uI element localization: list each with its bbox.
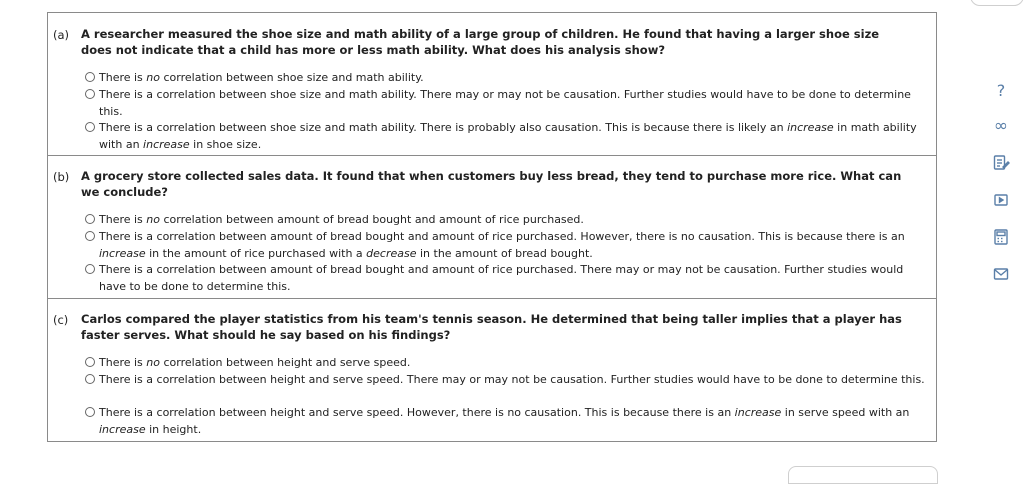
option-c1[interactable]: There is no correlation between height and serve speed.	[85, 355, 925, 372]
option-a1[interactable]: There is no correlation between shoe size and math ability.	[85, 70, 925, 87]
question-a	[48, 13, 936, 155]
top-edge-control	[970, 0, 1024, 6]
question-label: (a)	[53, 28, 70, 42]
question-prompt: A researcher measured the shoe size and math ability of a large group of children. He found that having a larger shoe size does not indicate that a child has more or less math ability. What does his analysis show?	[81, 27, 880, 57]
radio-button[interactable]	[85, 357, 95, 367]
option-b3[interactable]: There is a correlation between amount of bread bought and amount of rice purchased. There may or may not be causation. Further studies would have to be done to determine this.	[85, 262, 925, 295]
radio-button[interactable]	[85, 214, 95, 224]
option-c3[interactable]: There is a correlation between height and serve speed. However, there is no causation. This is because there is an increase in serve speed with an increase in height.	[85, 405, 925, 438]
question-c	[48, 298, 936, 441]
option-b2[interactable]: There is a correlation between amount of bread bought and amount of rice purchased. However, there is no causation. This is because there is an increase in the amount of rice purchased with a decrease in the amount of bread bought.	[85, 229, 925, 262]
radio-button[interactable]	[85, 407, 95, 417]
question-b	[48, 155, 936, 298]
question-prompt: Carlos compared the player statistics from his team's tennis season. He determined that being taller implies that a player has faster serves. What should he say based on his findings?	[81, 312, 902, 342]
radio-button[interactable]	[85, 374, 95, 384]
radio-button[interactable]	[85, 72, 95, 82]
video-icon[interactable]	[989, 188, 1013, 212]
option-c2[interactable]: There is a correlation between height and serve speed. There may or may not be causation. Further studies would have to be done to determine this.	[85, 372, 925, 389]
radio-button[interactable]	[85, 231, 95, 241]
infinity-icon[interactable]: ∞	[993, 116, 1009, 136]
notepad-icon[interactable]	[989, 151, 1013, 175]
option-a3[interactable]: There is a correlation between shoe size and math ability. There is probably also causation. This is because there is likely an increase in math ability with an increase in shoe size.	[85, 120, 925, 153]
question-label: (b)	[53, 170, 70, 184]
mail-icon[interactable]	[989, 262, 1013, 286]
radio-button[interactable]	[85, 264, 95, 274]
question-prompt: A grocery store collected sales data. It found that when customers buy less bread, they tend to purchase more rice. What can we conclude?	[81, 169, 902, 199]
option-a2[interactable]: There is a correlation between shoe size and math ability. There may or may not be causation. Further studies would have to be done to determine this.	[85, 87, 925, 120]
bottom-edge-control	[788, 466, 938, 484]
option-b1[interactable]: There is no correlation between amount of bread bought and amount of rice purchased.	[85, 212, 925, 229]
radio-button[interactable]	[85, 122, 95, 132]
question-group	[47, 12, 937, 442]
help-icon[interactable]: ?	[996, 80, 1006, 100]
question-label: (c)	[53, 313, 69, 327]
calculator-icon[interactable]	[989, 225, 1013, 249]
radio-button[interactable]	[85, 89, 95, 99]
